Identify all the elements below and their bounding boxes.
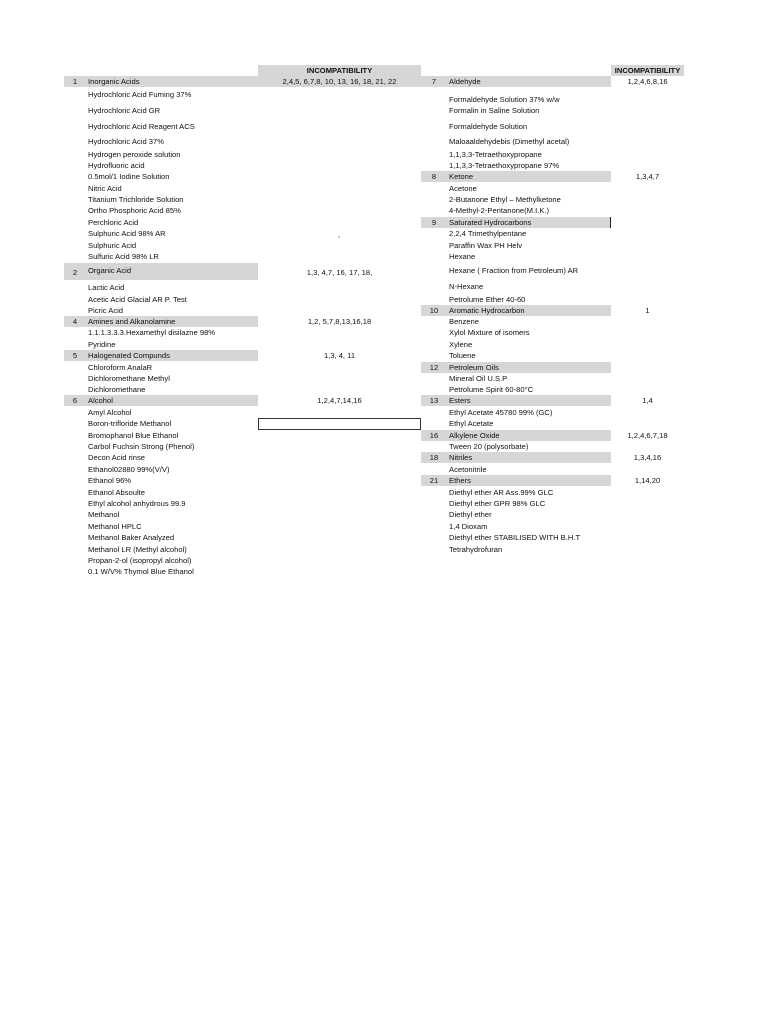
list-item: Acetonitrile [449,465,487,474]
group-name: Inorganic Acids [88,77,140,86]
group-number: 13 [429,396,439,405]
selected-cell[interactable] [258,418,421,430]
list-item: Sulfuric Acid 98% LR [88,252,159,261]
list-item: Ethyl Acetate [449,419,494,428]
list-item: Picric Acid [88,306,124,315]
list-item: Benzene [449,317,479,326]
list-item: Paraffin Wax PH Helv [449,241,523,250]
list-item: Boron-trifloride Methanol [88,419,172,428]
group-name: Amines and Alkanolamine [88,317,176,326]
list-item: Maloaaldehydebis (Dimethyl acetal) [449,137,570,146]
group-number: 2 [72,268,78,277]
list-item: Ethanol02880 99%(V/V) [88,465,170,474]
group-incompatibility: 1,3,4,16 [633,453,662,462]
list-item: Mineral Oil U.S.P [449,374,508,383]
group-name: Nitriles [449,453,473,462]
group-incompatibility: 1,2,4,6,8,16 [627,77,668,86]
group-number: 5 [72,351,78,360]
list-item: Pyridine [88,340,116,349]
group-number: 21 [429,476,439,485]
group-name: Aldehyde [449,77,481,86]
list-item: Hexane ( Fraction from Petroleum) AR [449,266,579,275]
group-name: Organic Acid [88,266,132,275]
list-item: Dichloromethane [88,385,146,394]
list-item: Nitric Acid [88,184,122,193]
group-name: Esters [449,396,471,405]
group-incompatibility: 1,4 [642,396,653,405]
list-item: 4-Methyl-2-Pentanone(M.I.K.) [449,206,550,215]
list-item: Toluene [449,351,476,360]
group-name: Ethers [449,476,471,485]
list-item: Methanol LR (Methyl alcohol) [88,545,187,554]
group-incompatibility: 1,2, 5,7,8,13,16,18 [307,317,372,326]
list-item: Ortho Phosphoric Acid 85% [88,206,181,215]
list-item: Bromophanol Blue Ethanol [88,431,179,440]
list-item: Tween 20 (polysorbate) [449,442,529,451]
list-item: 1.1.1.3.3.3.Hexamethyl disilazne 98% [88,328,216,337]
group-number: 8 [431,172,437,181]
group-number: 18 [429,453,439,462]
list-item: Perchloric Acid [88,218,139,227]
text-cursor [610,217,611,228]
list-item: Methanol HPLC [88,522,142,531]
group-name: Petroleum Oils [449,363,499,372]
list-item: Hexane [449,252,476,261]
list-item: Xylol Mixture of isomers [449,328,530,337]
list-item: Methanol [88,510,120,519]
list-item: Diethyl ether AR Ass.99% GLC [449,488,554,497]
list-item: Ethanol Absoulte [88,488,145,497]
group-name: Halogenated Compunds [88,351,170,360]
group-incompatibility: 1 [645,306,650,315]
list-item: 2-Butanone Ethyl – Methylketone [449,195,561,204]
list-item: Amyl Alcohol [88,408,132,417]
list-item: Dichloromethane Methyl [88,374,170,383]
list-item: Xylene [449,340,473,349]
group-number: 12 [429,363,439,372]
list-item: Diethyl ether GPR 98% GLC [449,499,546,508]
list-item: Hydrochloric Acid Reagent ACS [88,122,195,131]
group-incompatibility: 1,3,4,7 [635,172,660,181]
list-item: Sulphuric Acid 98% AR [88,229,166,238]
group-name: Saturated Hydrocarbons [449,218,532,227]
list-item: Diethyl ether STABILISED WITH B.H.T [449,533,581,542]
list-item: Acetone [449,184,477,193]
group-incompatibility: 1,2,4,6,7,18 [627,431,668,440]
list-item: Hydrochloric Acid Fuming 37% [88,90,192,99]
list-item: N-Hexane [449,282,484,291]
group-number: 6 [72,396,78,405]
group-number: 1 [72,77,78,86]
list-item: Decon Acid rinse [88,453,145,462]
list-item: 1,1,3,3-Tetraethoxypropane 97% [449,161,560,170]
group-incompatibility: 1,3, 4,7, 16, 17, 18, [306,268,373,277]
list-item: Ethanol 96% [88,476,132,485]
group-number: 9 [431,218,437,227]
list-item: Ethyl alcohol anhydrous 99.9 [88,499,186,508]
list-item: Diethyl ether [449,510,492,519]
list-item: Sulphuric Acid [88,241,137,250]
list-item: 2,2,4 Trimethylpentane [449,229,527,238]
list-item: Hydrogen peroxide solution [88,150,181,159]
list-item: Formalin in Saline Solution [449,106,540,115]
group-name: Alkylene Oxide [449,431,500,440]
list-item: Chloroform AnalaR [88,363,153,372]
group-number: 7 [431,77,437,86]
group-incompatibility: 1,3, 4, 11 [323,351,356,360]
group-number: 4 [72,317,78,326]
list-item: Hydrofluoric acid [88,161,145,170]
list-item: Carbol Fuchsin Strong (Phenol) [88,442,195,451]
list-item: Petrolume Ether 40-60 [449,295,526,304]
list-item: Ethyl Acetate 45780 99% (GC) [449,408,553,417]
stray-comma: , [338,230,341,239]
list-item: Hydrochloric Acid 37% [88,137,164,146]
list-item: Formaldehyde Solution 37% w/w [449,95,560,104]
group-incompatibility: 2,4,5, 6,7,8, 10, 13, 16, 18, 21, 22 [258,76,421,87]
group-number: 10 [429,306,439,315]
list-item: 0.1 W/V% Thymol Blue Ethanol [88,567,194,576]
group-incompatibility: 1,2,4,7,14,16 [317,396,362,405]
list-item: Methanol Baker Analyzed [88,533,175,542]
left-incompatibility-header: INCOMPATIBILITY [258,65,421,76]
right-incompatibility-header: INCOMPATIBILITY [611,65,684,76]
group-name: Aromatic Hydrocarbon [449,306,525,315]
group-number: 16 [429,431,439,440]
list-item: Petrolume Spirit 60-80°C [449,385,534,394]
list-item: Tetrahydrofuran [449,545,503,554]
group-name: Ketone [449,172,474,181]
list-item: Propan-2-ol (isopropyl alcohol) [88,556,192,565]
list-item: Formaldehyde Solution [449,122,528,131]
list-item: 0.5mol/1 Iodine Solution [88,172,170,181]
list-item: Acetic Acid Glacial AR P. Test [88,295,187,304]
list-item: 1,1,3,3-Tetraethoxypropane [449,150,542,159]
group-incompatibility: 1,14,20 [634,476,661,485]
list-item: Titanium Trichloride Solution [88,195,184,204]
list-item: Lactic Acid [88,283,125,292]
list-item: 1,4 Dioxam [449,522,488,531]
list-item: Hydrochloric Acid GR [88,106,161,115]
group-name: Alcohol [88,396,113,405]
